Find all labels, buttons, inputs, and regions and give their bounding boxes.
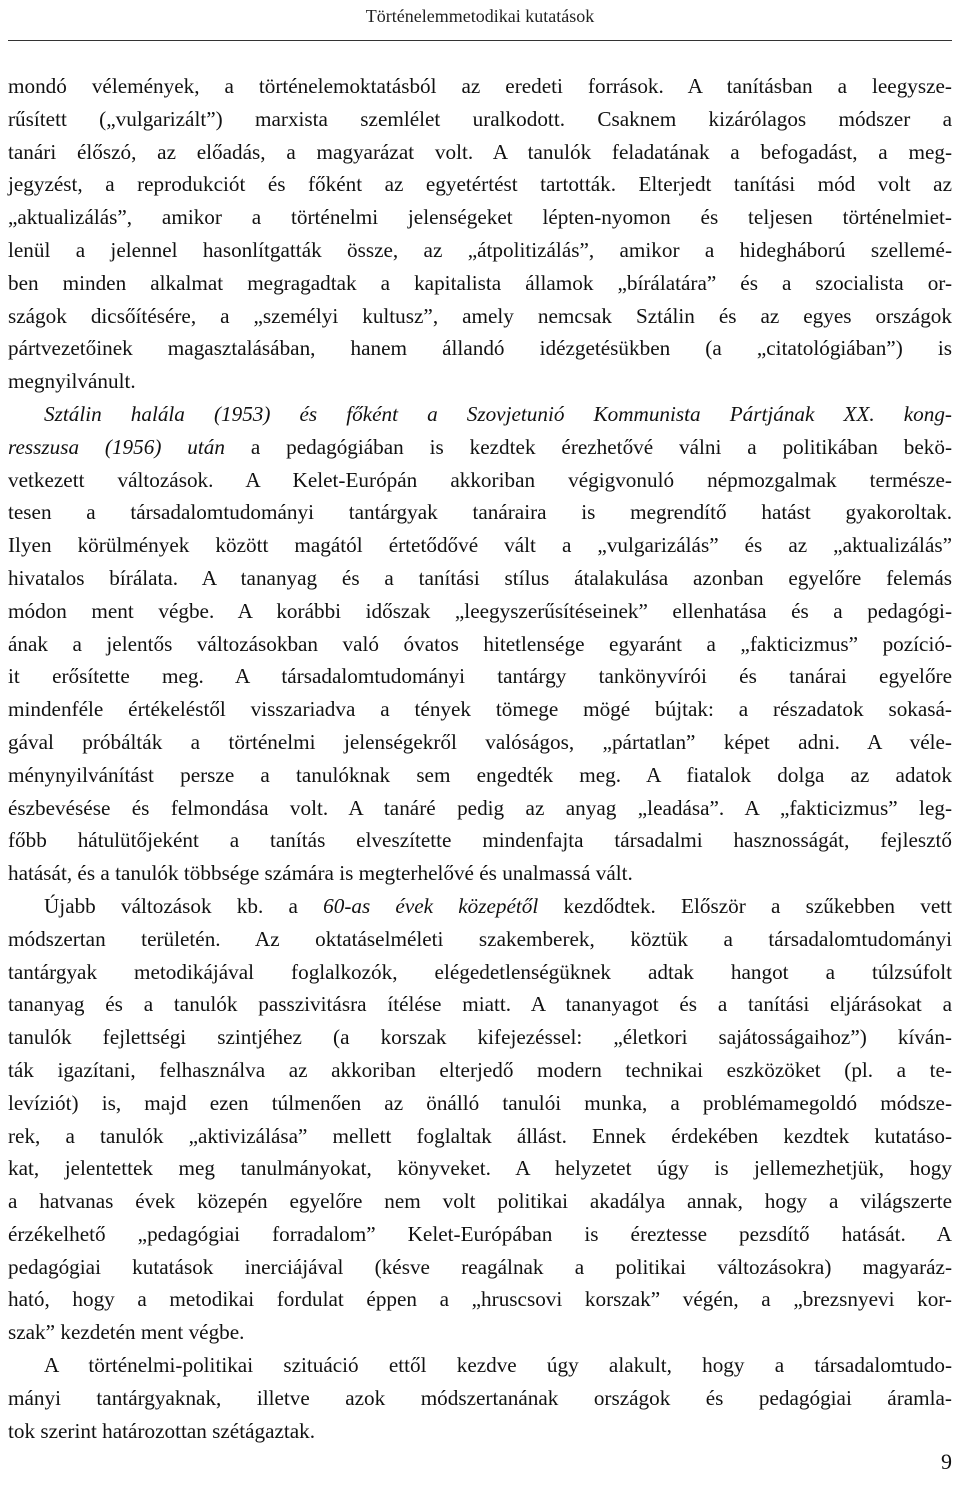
text-line bbox=[8, 628, 952, 661]
italic-text: Sztálin halála (1953) és főként a Szovjetunió Kommunista Pártjának XX. kong- bbox=[44, 401, 952, 426]
text-segment: módon ment végbe. A korábbi időszak „leegyszerűsítéseinek” ellenhatása és a pedagógi- bbox=[8, 598, 952, 623]
text-segment: módszertan területén. Az oktatáselméleti szakemberek, köztük a társadalomtudományi bbox=[8, 926, 952, 951]
text-segment: gával próbálták a történelmi jelenségekről valóságos, „pártatlan” képet adni. A véle- bbox=[8, 729, 952, 754]
text-segment: ható, hogy a metodikai fordulat éppen a „hruscsovi korszak” végén, a „brezsnyevi kor- bbox=[8, 1287, 952, 1312]
text-line bbox=[8, 529, 952, 562]
text-line bbox=[8, 1415, 952, 1448]
text-line bbox=[8, 1349, 952, 1382]
text-segment: pedagógiai kutatások inerciájával (késve reagálnak a politikai változásokra) magyaráz- bbox=[8, 1254, 952, 1279]
text-segment: ben minden alkalmat megragadtak a kapitalista államok „bírálatára” és a szocialista or- bbox=[8, 270, 952, 295]
text-line bbox=[8, 1152, 952, 1185]
text-segment: főbb hátulütőjeként a tanítás elveszítette mindenfajta társadalmi hasznosságát, fejlesztő bbox=[8, 828, 952, 853]
text-line bbox=[8, 660, 952, 693]
text-line bbox=[8, 792, 952, 825]
text-line bbox=[8, 136, 952, 169]
text-line bbox=[8, 431, 952, 464]
header-rule bbox=[8, 40, 952, 41]
text-line bbox=[8, 1218, 952, 1251]
text-segment: kezdődtek. Először a szűkebben vett bbox=[538, 893, 953, 918]
page-number: 9 bbox=[941, 1449, 952, 1474]
text-line bbox=[8, 759, 952, 792]
text-segment: tantárgyak metodikájával foglalkozók, elégedetlenségüknek adtak hangot a túlzsúfolt bbox=[8, 959, 952, 984]
text-line bbox=[8, 562, 952, 595]
text-line bbox=[8, 1120, 952, 1153]
text-segment: rek, a tanulók „aktivizálása” mellett foglaltak állást. Ennek érdekében kezdtek kutatáso- bbox=[8, 1123, 952, 1148]
text-line bbox=[8, 1283, 952, 1316]
text-line bbox=[8, 201, 952, 234]
text-segment: tananyag és a tanulók passzivitásra ítélése miatt. A tananyagot és a tanítási eljárásokat a bbox=[8, 992, 952, 1017]
text-segment: mányi tantárgyaknak, illetve azok módszertanának országok és pedagógiai áramla- bbox=[8, 1385, 952, 1410]
text-line bbox=[8, 332, 952, 365]
text-line bbox=[8, 70, 952, 103]
text-segment: rűsített („vulgarizált”) marxista szemlélet uralkodott. Csaknem kizárólagos módszer a bbox=[8, 106, 952, 131]
text-line bbox=[8, 234, 952, 267]
text-line bbox=[8, 693, 952, 726]
italic-text: 60-as évek közepétől bbox=[323, 893, 539, 918]
text-segment: jegyzést, a reprodukciót és főként az egyetértést tartották. Elterjedt tanítási mód volt az bbox=[8, 172, 952, 197]
text-line bbox=[8, 1185, 952, 1218]
text-segment: lenül a jelennel hasonlítgatták össze, az „átpolitizálás”, amikor a hidegháború szellemé- bbox=[8, 237, 952, 262]
text-segment: kat, jelentettek meg tanulmányokat, könyveket. A helyzetet úgy is jellemezhetjük, hogy bbox=[8, 1156, 952, 1181]
text-segment: Ilyen körülmények között magától értetődővé vált a „vulgarizálás” és az „aktualizálás” bbox=[8, 533, 952, 558]
text-segment: hatását, és a tanulók többsége számára is megterhelővé és unalmassá vált. bbox=[8, 861, 633, 886]
text-segment: hivatalos bírálata. A tananyag és a tanítási stílus átalakulása azonban egyelőre felemás bbox=[8, 565, 952, 590]
text-line bbox=[8, 857, 952, 890]
text-line bbox=[8, 1316, 952, 1349]
text-segment: mondó vélemények, a történelemoktatásból az eredeti források. A tanításban a leegysze- bbox=[8, 74, 952, 98]
text-line bbox=[8, 267, 952, 300]
text-segment: tesen a társadalomtudományi tantárgyak tanáraira is megrendítő hatást gyakoroltak. bbox=[8, 500, 952, 525]
text-line bbox=[8, 890, 952, 923]
text-segment: a pedagógiában is kezdtek érezhetővé válni a politikában bekö- bbox=[224, 434, 953, 459]
text-segment: vetkezett változások. A Kelet-Európán akkoriban végigvonuló népmozgalmak természe- bbox=[8, 467, 952, 492]
text-segment: megnyilvánult. bbox=[8, 369, 136, 394]
text-line bbox=[8, 988, 952, 1021]
text-line bbox=[8, 595, 952, 628]
text-segment: pártvezetőinek magasztalásában, hanem állandó idézgetésükben (a „citatológiában”) is bbox=[8, 336, 952, 361]
text-segment: mindenféle értékeléstől visszariadva a tények tömege mögé bújtak: a részadatok sokasá- bbox=[8, 697, 952, 722]
text-line bbox=[8, 1021, 952, 1054]
text-segment: ták igazítani, felhasználva az akkoriban elterjedő modern technikai eszközöket (pl. a te- bbox=[8, 1057, 952, 1082]
text-segment: Újabb változások kb. a bbox=[44, 893, 324, 918]
text-line bbox=[8, 956, 952, 989]
text-segment: szágok dicsőítésére, a „személyi kultusz”, amely nemcsak Sztálin és az egyes országok bbox=[8, 303, 952, 328]
text-line bbox=[8, 168, 952, 201]
text-segment: A történelmi-politikai szituáció ettől kezdve úgy alakult, hogy a társadalomtudo- bbox=[44, 1353, 952, 1378]
text-segment: tanulók fejlettségi szintjéhez (a korszak kifejezéssel: „életkori sajátosságaihoz”) kíván- bbox=[8, 1025, 952, 1050]
text-segment: érzékelhető „pedagógiai forradalom” Kelet-Európában is éreztesse pezsdítő hatását. A bbox=[8, 1221, 952, 1246]
text-segment: a hatvanas évek közepén egyelőre nem volt politikai akadálya annak, hogy a világszerte bbox=[8, 1189, 952, 1214]
text-line bbox=[8, 300, 952, 333]
text-line bbox=[8, 1251, 952, 1284]
text-line bbox=[8, 464, 952, 497]
text-line bbox=[8, 365, 952, 398]
running-header: Történelemmetodikai kutatások bbox=[365, 6, 595, 26]
text-line bbox=[8, 1054, 952, 1087]
text-line bbox=[8, 824, 952, 857]
text-segment: levíziót) is, majd ezen túlmenően az önálló tanulói munka, a problémamegoldó módsze- bbox=[8, 1090, 952, 1115]
text-line bbox=[8, 923, 952, 956]
text-line bbox=[8, 103, 952, 136]
text-segment: ának a jelentős változásokban való óvatos hitetlensége egyaránt a „fakticizmus” pozíció- bbox=[8, 631, 952, 656]
text-line bbox=[8, 496, 952, 529]
text-segment: tanári élőszó, az előadás, a magyarázat volt. A tanulók feladatának a befogadást, a meg- bbox=[8, 139, 952, 164]
text-segment: ménynyilvánítást persze a tanulóknak sem engedték meg. A fiatalok dolga az adatok bbox=[8, 762, 952, 787]
text-line bbox=[8, 398, 952, 431]
text-segment: észbevésése és felmondása volt. A tanáré pedig az anyag „leadása”. A „fakticizmus” leg- bbox=[8, 795, 952, 820]
italic-text: resszusa (1956) után bbox=[8, 434, 225, 459]
text-line bbox=[8, 1382, 952, 1415]
body-text bbox=[8, 70, 952, 1447]
text-line bbox=[8, 1087, 952, 1120]
text-line bbox=[8, 726, 952, 759]
text-segment: it erősítette meg. A társadalomtudományi tantárgy tankönyvírói és tanárai egyelőre bbox=[8, 664, 952, 689]
text-segment: tok szerint határozottan szétágaztak. bbox=[8, 1418, 316, 1443]
text-segment: „aktualizálás”, amikor a történelmi jelenségeket lépten-nyomon és teljesen történelmiet- bbox=[8, 205, 952, 230]
text-segment: szak” kezdetén ment végbe. bbox=[8, 1320, 245, 1345]
